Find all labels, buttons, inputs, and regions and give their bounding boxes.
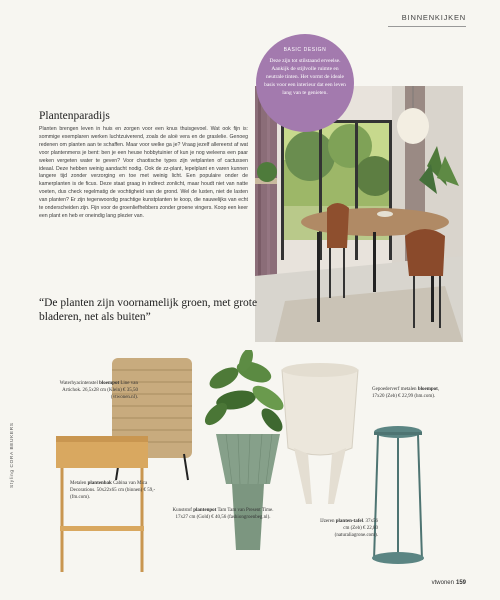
caption-plant-box: Metalen plantenbak Cabina van Mica Decorations. 50x22x65 cm (binnen) € 59,- (fm.com). [70, 481, 156, 500]
product-collage [20, 350, 460, 590]
callout-circle [256, 34, 354, 132]
page-footer [432, 580, 466, 586]
teal-plant-table [372, 426, 424, 564]
metal-plant-box [56, 436, 148, 572]
pull-quote: “De planten zijn voornamelijk groen, met grote bladeren, net als buiten” [39, 297, 258, 323]
page-number: 159 [455, 580, 466, 586]
caption-green-planter: Kunststof plantenpot Tam Tam van Present Time. 17x27 cm (Gold) € 40,56 (fashiongroenbeg.nl). [172, 508, 274, 520]
green-pedestal-planter [216, 434, 280, 550]
caption-basket: Waterhyacintenstel bloempot Line van Artichok. 26,5x28 cm (Klein) € 35,50 (vtwonen.nl). [59, 381, 138, 400]
footer-brand: vtwonen [431, 580, 454, 586]
ficus-plant [201, 350, 287, 435]
callout-title: BASIC DESIGN [283, 47, 327, 53]
caption-cream-planter: Gepoederverf metalen bloempot, 17x20 (Zeb) € 22,99 (hm.com). [372, 387, 440, 399]
section-rule [388, 26, 466, 27]
caption-plant-table: IJzeren planten-tafel. 37x56 cm (Zeb) € 22,80 (naturaliagrone.com). [320, 519, 378, 538]
cream-metal-planter [282, 363, 358, 504]
section-tag: BINNENKIJKEN [401, 13, 466, 22]
article-body: Planten brengen leven in huis en zorgen voor een knus thuisgevoel. Wat ook fijn is: sommige exemplaren werken luchtzuiverend, zoals de aloë vera en de graslelie. Genoeg redenen om planten aan te schaffen. Maar voor welke ga je? Vraag jezelf allereerst af wat voor plantenmens je bent: ben je een heuse hobbytuinier of kun je nog weleens een paar weken vergeten water te geven? Voor chaotische types zijn vetplanten of cactussen ideaal. Deze hebben weinig aandacht nodig. Ook de zz-plant, lepelplant en varen kunnen langere tijd zonder verzorging en toe met weinig licht. Een populaire onder de kamerplanten is de ficus. Deze staat graag in indirect zonlicht, maar houdt niet van natte voeten, dus check regelmatig de vochtigheid van de grond. Wel de lusten, niet de lasten van planten? Er zijn tegenwoordig prachtige kunstplanten te koop, die nauwelijks van echt te onderscheiden zijn. Fijn voor de groenliefhebbers zonder groene vingers. Koop een keer een plant en heb er oneindig lang plezier van. [39, 126, 248, 219]
styling-credit: Styling CORA BEUKERS [10, 422, 15, 488]
callout-text: Deze zijn tot stilstaand erveelse. Aankijk de stijlvolle ruimte en neutrale tinten. Het vormt de ideale basis voor een interieur dat een leven lang van te genieten. [264, 58, 346, 96]
article-title: Plantenparadijs [39, 110, 110, 122]
